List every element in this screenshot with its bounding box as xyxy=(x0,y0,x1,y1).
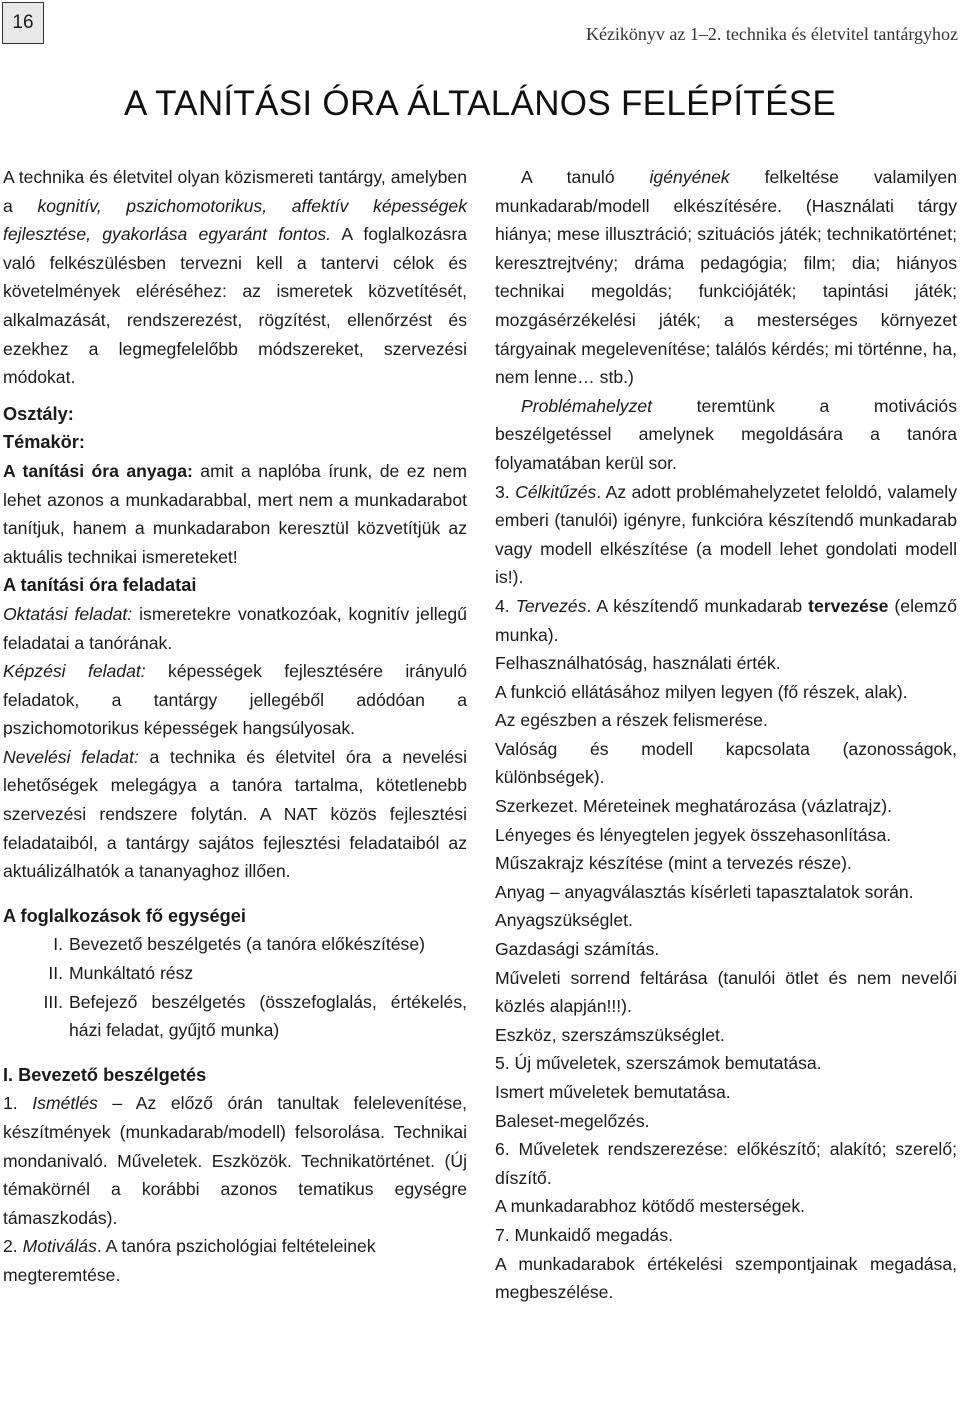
unit-text: Bevezető beszélgetés (a tanóra előkészítése) xyxy=(69,934,425,955)
list-line: Szerkezet. Méreteinek meghatározása (vázlatrajz). xyxy=(495,796,893,817)
page-title: A TANÍTÁSI ÓRA ÁLTALÁNOS FELÉPÍTÉSE xyxy=(123,84,837,123)
list-line: 6. Műveletek rendszerezése: előkészítő; alakító; szerelő; díszítő. xyxy=(495,1139,957,1188)
list-line: Gazdasági számítás. xyxy=(495,939,660,960)
unit-number: II. xyxy=(48,963,63,984)
running-head: Kézikönyv az 1–2. technika és életvitel tantárgyhoz xyxy=(585,24,958,44)
motivation-paragraph xyxy=(495,163,957,392)
list-line: Valóság és modell kapcsolata (azonosságok, különbségek). xyxy=(495,738,957,788)
list-line: Anyag – anyagválasztás kísérleti tapasztalatok során. xyxy=(495,881,914,902)
unit-item xyxy=(3,959,467,988)
intro-text-b: kognitív, pszichomotorikus, affektív képességek fejlesztése, gyakorlása egyaránt fontos. xyxy=(3,195,467,245)
ismetles-label: Ismétlés xyxy=(32,1093,98,1114)
oktatasi-text: ismeretekre vonatkozóak, kognitív jellegű feladatai a tanórának. xyxy=(3,603,467,653)
unit-text: Munkáltató rész xyxy=(69,963,194,984)
problem-paragraph xyxy=(495,392,957,478)
page-number: 16 xyxy=(12,12,34,33)
list-line: A munkadarabhoz kötődő mesterségek. xyxy=(495,1196,806,1217)
ismetles-number: 1. xyxy=(3,1093,33,1114)
p1-text-c: felkeltése valamilyen munkadarab/modell elkészítésére. (Használati tárgy hiánya; mese illusztráció; szituációs játék; technikatörténet; keresztrejtvény; dráma pedagógia; film; dia; hiányos technikai megoldás; funkciójáték; tapintási játék; mozgásérzékelési játék; a mesterséges környezet tárgyainak megelevenítése; találós kérdés; mi történne, ha, nem lenne… stb.) xyxy=(495,167,957,388)
p3-text: . Az adott problémahelyzetet feloldó, valamely emberi (tanulói) igényre, funkcióra készítendő munkadarab vagy modell elkészítése (a modell lehet gondolati modell is!). xyxy=(495,481,957,588)
list-line: Felhasználhatóság, használati érték. xyxy=(495,653,781,674)
kepzesi-paragraph xyxy=(3,657,467,743)
nevelesi-text: a technika és életvitel óra a nevelési lehetőségek melegágya a tanóra tartalma, kötetlenebb szervezési rendszere folytán. A NAT közös fejlesztési feladataiból, a tantárgy sajátos fejlesztési feladataiból az aktuálizálhatók a tananyaghoz illően. xyxy=(3,746,467,882)
page-number-box xyxy=(2,2,44,44)
intro-text-c: A foglalkozásra való felkészülésben tervezni kell a tantervi célok és követelmények eléréséhez: az ismeretek közvetítését, alkalmazását, rendszerezést, rögzítést, ellenőrzést és ezekhez a legmegfelelőbb módszereket, szervezési módokat. xyxy=(3,224,467,388)
unit-number: III. xyxy=(43,991,63,1012)
unit-text: Befejező beszélgetés (összefoglalás, értékelés, házi feladat, gyűjtő munka) xyxy=(69,991,467,1041)
intro-text-a: A technika és életvitel olyan közismereti tantárgy, amelyben a xyxy=(3,167,467,216)
planning-paragraph xyxy=(495,592,957,649)
list-line: 5. Új műveletek, szerszámok bemutatása. xyxy=(495,1053,822,1074)
p4-number: 4. xyxy=(495,595,516,616)
anyaga-label: A tanítási óra anyaga: xyxy=(3,460,193,481)
motivalas-label: Motiválás xyxy=(22,1236,97,1257)
unit-item xyxy=(3,988,467,1045)
p3-label: Célkitűzés xyxy=(515,481,597,502)
motivalas-text: . A tanóra pszichológiai feltételeinek megteremtése. xyxy=(3,1236,376,1285)
p1-text-b: igényének xyxy=(649,167,730,187)
nevelesi-paragraph xyxy=(3,743,467,886)
right-column xyxy=(495,163,957,1307)
unit-item xyxy=(3,930,467,959)
intro-paragraph xyxy=(3,163,467,392)
list-line: Lényeges és lényegtelen jegyek összehasonlítása. xyxy=(495,824,892,845)
list-line: Eszköz, szerszámszükséglet. xyxy=(495,1024,725,1045)
p4-text-a: . A készítendő munkadarab xyxy=(586,595,809,616)
p4-text-b: (elemző munka). xyxy=(495,595,957,645)
anyaga-paragraph xyxy=(3,457,467,571)
unit-number: I. xyxy=(53,934,63,955)
p3-number: 3. xyxy=(495,481,516,502)
feladatai-heading: A tanítási óra feladatai xyxy=(3,575,197,596)
p2-text-b: teremtünk a motivációs beszélgetéssel amelynek megoldására a tanóra folyamatában kerül sor. xyxy=(495,395,957,473)
motivalas-number: 2. xyxy=(3,1236,23,1257)
oktatasi-label: Oktatási feladat: xyxy=(3,603,133,624)
temakor-label: Témakör: xyxy=(3,432,85,453)
motivalas-paragraph xyxy=(3,1232,467,1289)
list-line: Műveleti sorrend feltárása (tanulói ötlet és nem nevelői közlés alapján!!!). xyxy=(495,967,957,1017)
egysegei-heading: A foglalkozások fő egységei xyxy=(3,905,246,926)
anyaga-text: amit a naplóba írunk, de ez nem lehet azonos a munkadarabbal, mert nem a munkadarabot tanítjuk, hanem a munkadarabon keresztül közvetítjük az aktuális technikai ismereteket! xyxy=(3,460,467,567)
list-line: Ismert műveletek bemutatása. xyxy=(495,1082,731,1102)
bevezeto-heading: I. Bevezető beszélgetés xyxy=(3,1064,207,1085)
oktatasi-paragraph xyxy=(3,600,467,657)
p2-text-a: Problémahelyzet xyxy=(521,395,653,416)
kepzesi-label: Képzési feladat: xyxy=(3,661,146,682)
goal-paragraph xyxy=(495,478,957,592)
list-line: Az egészben a részek felismerése. xyxy=(495,710,768,731)
p1-text-a: A tanuló xyxy=(521,167,650,187)
list-line: Műszakrajz készítése (mint a tervezés része). xyxy=(495,853,852,874)
left-column xyxy=(3,163,467,1290)
list-line: Baleset-megelőzés. xyxy=(495,1110,650,1131)
kepzesi-text: képességek fejlesztésére irányuló feladatok, a tantárgy jellegéből adódóan a pszichomotorikus képességek hangsúlyosak. xyxy=(3,661,467,739)
osztaly-label: Osztály: xyxy=(3,403,74,424)
list-line: 7. Munkaidő megadás. xyxy=(495,1224,673,1245)
list-line: A munkadarabok értékelési szempontjainak megadása, megbeszélése. xyxy=(495,1253,957,1303)
ismetles-text: – Az előző órán tanultak felelevenítése, készítmények (munkadarab/modell) felsorolása. Technikai mondanivaló. Műveletek. Eszközök. Technikatörténet. (Új témakörnél a korábbi azonos tematikus egységre támaszkodás). xyxy=(3,1093,467,1228)
ismetles-paragraph xyxy=(3,1089,467,1232)
p4-bold: tervezése xyxy=(808,595,889,616)
p4-label: Tervezés xyxy=(515,595,587,616)
list-line: Anyagszükséglet. xyxy=(495,910,633,931)
list-line: A funkció ellátásához milyen legyen (fő részek, alak). xyxy=(495,681,908,702)
nevelesi-label: Nevelési feladat: xyxy=(3,746,139,767)
